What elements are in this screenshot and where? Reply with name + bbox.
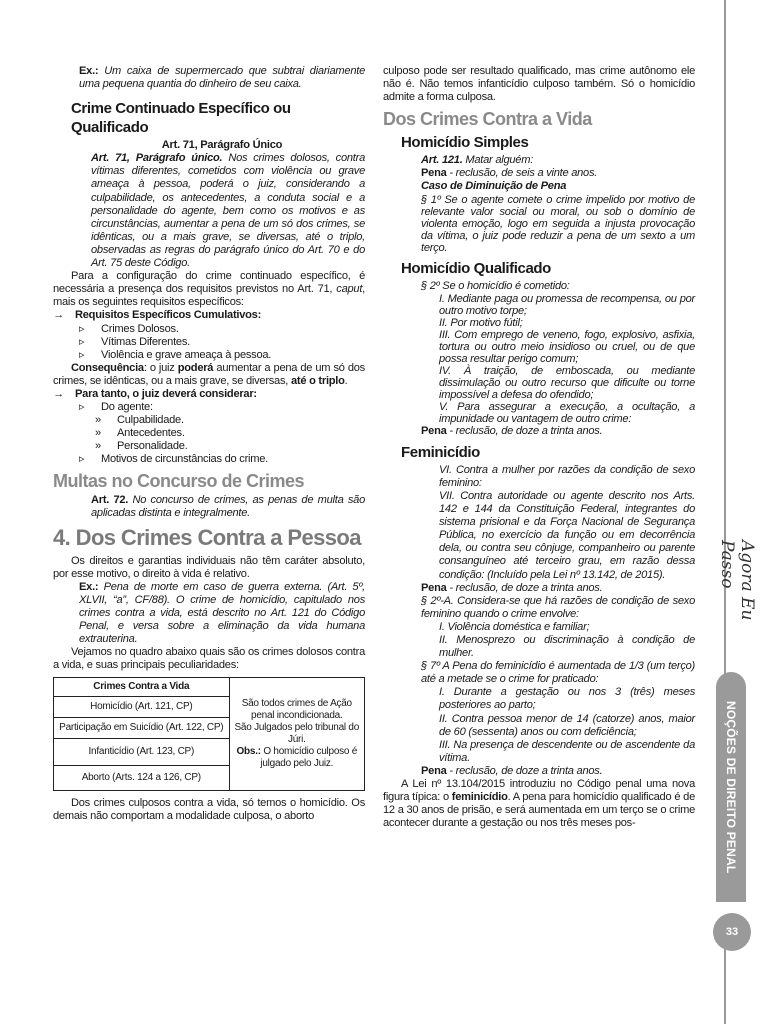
crimes-table <box>53 677 365 791</box>
example-paragraph <box>53 65 365 91</box>
motivos-item: Motivos de circunstâncias do crime. <box>101 453 268 466</box>
arrow-icon: → <box>53 309 64 322</box>
req-title: Requisitos Específicos Cumulativos: <box>75 309 262 322</box>
inciso-vii: VII. Contra autoridade ou agente descrito nos Arts. 142 e 144 da Constituição Federal, integrantes do sistema prisional e da Força Nacional de Segurança Pública, no exercício da função ou em decorrência dela, ou contra seu cônjuge, companheiro ou parente consanguíneo até terceiro grau, em razão dessa condição: (Incluído pela Lei nº 13.142, de 2015). <box>439 489 695 581</box>
req-item: Vítimas Diferentes. <box>101 335 190 348</box>
heading-homicidio-qualificado: Homicídio Qualificado <box>401 259 551 277</box>
list-item <box>53 336 365 349</box>
table-row: Participação em Suicídio (Art. 122, CP) <box>54 717 230 738</box>
par7-item: III. Na presença de descendente ou de ascendente da vítima. <box>439 738 695 764</box>
triangle-bullet-icon: ▹ <box>79 335 85 348</box>
pena-text: - reclusão, de doze a trinta anos. <box>446 764 603 777</box>
consequencia-text-2: aumentar a pena de um só dos crimes, se idênticas, ou a mais grave, se diversas, <box>53 361 365 387</box>
left-column <box>53 65 365 823</box>
table-note-obs-text: O homicídio culposo é julgado pelo Juiz. <box>260 745 358 769</box>
par2a-item: I. Violência doméstica e familiar; <box>439 620 590 633</box>
consequencia-text-1: : o juiz <box>143 361 178 374</box>
par7-item: II. Contra pessoa menor de 14 (catorze) anos, maior de 60 (sessenta) anos ou com deficiência; <box>439 712 695 738</box>
section-tab-label: NOÇÕES DE DIREITO PENAL <box>724 700 738 874</box>
pena-label: Pena <box>421 581 447 594</box>
diminuicao-title: Caso de Diminuição de Pena <box>421 180 567 193</box>
inciso-vi: VI. Contra a mulher por razões da condição de sexo feminino: <box>439 463 695 489</box>
art71-text: Nos crimes dolosos, contra vítimas diferentes, cometidos com violência ou grave ameaça à pessoa, poderá o juiz, considerando a culpabilidade, os antecedentes, a conduta social e a personalidade do agente, bem como os motivos e as circunstâncias, aumentar a pena de um só dos crimes, se idênticas, ou a mais grave, se diversas, até o triplo, observadas as regras do parágrafo único do Art. 70 e do Art. 75 deste Código. <box>91 152 365 270</box>
agente-item: Antecedentes. <box>117 427 185 440</box>
section-tab-label-wrap <box>716 672 746 902</box>
table-note-obs-label: Obs.: <box>236 745 261 757</box>
art72-label: Art. 72. <box>91 493 129 506</box>
lei-text-1: A Lei nº 13.104/2015 introduziu no Código penal uma nova figura típica: o <box>383 778 695 804</box>
list-item <box>53 401 365 414</box>
list-item <box>53 427 365 440</box>
heading-multas: Multas no Concurso de Crimes <box>53 470 305 491</box>
inciso-item: I. Mediante paga ou promessa de recompensa, ou por outro motivo torpe; <box>439 292 695 317</box>
table-notes <box>229 677 364 790</box>
heading-homicidio-simples: Homicídio Simples <box>401 134 529 152</box>
req-item: Violência e grave ameaça à pessoa. <box>101 348 272 361</box>
lei-paragraph <box>383 778 695 830</box>
list-item <box>53 349 365 362</box>
considerar-title: Para tanto, o juiz deverá considerar: <box>75 387 257 400</box>
double-chevron-icon: » <box>95 427 101 440</box>
pena-fem-1 <box>383 582 695 595</box>
req-item: Crimes Dolosos. <box>101 322 179 335</box>
arrow-icon: → <box>53 387 64 400</box>
inciso-item: IV. À traição, de emboscada, ou mediante dissimulação ou outro recurso que dificulte ou torne impossível a defesa do ofendido; <box>439 364 695 401</box>
pena-simples <box>383 167 695 180</box>
pena-qualificado <box>383 425 695 438</box>
quadro-paragraph: Vejamos no quadro abaixo quais são os crimes dolosos contra a vida, e suas principais peculiaridades: <box>53 646 365 672</box>
heading-crimes-pessoa: 4. Dos Crimes Contra a Pessoa <box>53 524 361 550</box>
agente-item: Personalidade. <box>117 440 188 453</box>
triangle-bullet-icon: ▹ <box>79 401 85 414</box>
agente-label: Do agente: <box>101 401 153 414</box>
art121-text: Matar alguém: <box>465 154 534 167</box>
side-rule-bottom <box>724 948 726 1024</box>
brand-text: Agora Eu Passo <box>717 540 757 621</box>
art71-paragraph <box>53 152 365 270</box>
art121-label: Art. 121. <box>421 154 463 167</box>
par1-paragraph: § 1º Se o agente comete o crime impelido por motivo de relevante valor social ou moral, ou sob o domínio de violenta emoção, logo em seguida a injusta provocação da vítima, o juiz pode reduzir a pena de um sexto a um terço. <box>421 193 695 254</box>
par2a-item: II. Menosprezo ou discriminação à condição de mulher. <box>439 633 695 660</box>
triangle-bullet-icon: ▹ <box>79 453 85 466</box>
double-chevron-icon: » <box>95 414 101 427</box>
pena-label: Pena <box>421 167 447 180</box>
art121-paragraph <box>383 154 695 167</box>
config-paragraph <box>53 270 365 309</box>
example-text: Um caixa de supermercado que subtrai diariamente uma pequena quantia do dinheiro de seu caixa. <box>79 65 365 91</box>
art71-label: Art. 71, Parágrafo único. <box>91 152 223 165</box>
pena-fem-2 <box>383 765 695 778</box>
example-paragraph-2 <box>53 581 365 646</box>
triangle-bullet-icon: ▹ <box>79 322 85 335</box>
list-item <box>53 323 365 336</box>
lei-bold: feminicídio <box>451 791 508 804</box>
example-text-2: Pena de morte em caso de guerra externa. (Art. 5º, XLVII, “a”, CF/88). O crime de homicídio, capitulado nos crimes contra a vida, está descrito no Art. 121 do Código Penal, e versa sobre a eliminação da vida humana extrauterina. <box>79 580 365 646</box>
inciso-item: V. Para assegurar a execução, a ocultação, a impunidade ou vantagem de outro crime: <box>439 400 695 425</box>
list-item <box>53 453 365 466</box>
art72-paragraph <box>53 494 365 520</box>
example-label: Ex.: <box>79 65 99 77</box>
pena-text: - reclusão, de doze a trinta anos. <box>446 424 603 437</box>
config-text-2: , mais os seguintes requisitos específicos: <box>53 283 365 309</box>
inciso-item: II. Por motivo fútil; <box>439 316 523 329</box>
consequencia-label: Consequência <box>71 361 144 374</box>
par2-paragraph: § 2º Se o homicídio é cometido: <box>421 279 570 292</box>
par2a-paragraph: § 2º-A. Considera-se que há razões de condição de sexo feminino quando o crime envolve: <box>421 594 695 620</box>
list-item <box>53 440 365 453</box>
config-text-1: Para a configuração do crime continuado específico, é necessária a presença dos requisitos previstos no Art. 71, <box>53 270 365 296</box>
culposos-paragraph: Dos crimes culposos contra a vida, só temos o homicídio. Os demais não comportam a modalidade culposa, o aborto <box>53 796 365 822</box>
pena-label: Pena <box>421 764 447 777</box>
heading-crimes-vida: Dos Crimes Contra a Vida <box>383 109 592 130</box>
page-number: 33 <box>713 913 751 951</box>
table-note-obs <box>233 746 361 770</box>
considerar-title-row <box>53 388 365 401</box>
right-column <box>383 65 695 830</box>
consequencia-triplo: até o triplo <box>290 374 345 387</box>
par7-item: I. Durante a gestação ou nos 3 (três) meses posteriores ao parto; <box>439 686 695 712</box>
pena-text: - reclusão, de seis a vinte anos. <box>446 167 598 180</box>
heading-feminicidio: Feminicídio <box>401 443 480 461</box>
triangle-bullet-icon: ▹ <box>79 348 85 361</box>
par7-paragraph: § 7º A Pena do feminicídio é aumentada de 1/3 (um terço) até a metade se o crime for praticado: <box>421 660 695 686</box>
art71-heading: Art. 71, Parágrafo Único <box>161 139 283 152</box>
pena-label: Pena <box>421 424 447 437</box>
table-note-1: São todos crimes de Ação penal incondicionada. <box>241 697 352 721</box>
req-title-row <box>53 309 365 322</box>
pena-text: - reclusão, de doze a trinta anos. <box>446 581 603 594</box>
consequencia-paragraph <box>53 362 365 388</box>
art72-text: No concurso de crimes, as penas de multa são aplicadas distinta e integralmente. <box>91 493 365 519</box>
heading-crime-continuado: Crime Continuado Específico ou Qualificado <box>71 100 291 137</box>
table-row: Aborto (Arts. 124 a 126, CP) <box>54 765 230 790</box>
double-chevron-icon: » <box>95 440 101 453</box>
inciso-item: III. Com emprego de veneno, fogo, explosivo, asfixia, tortura ou outro meio insidioso ou cruel, ou de que possa resultar perigo comum; <box>439 328 695 365</box>
brand-logo <box>717 540 757 660</box>
table-note-2: São Julgados pelo tribunal do Júri. <box>234 721 360 745</box>
culposo-cont-paragraph: culposo pode ser resultado qualificado, mas crime autônomo ele não é. Não temos infanticídio culposo também. Só o homicídio admite a forma culposa. <box>383 65 695 104</box>
consequencia-text-3: . <box>344 374 348 387</box>
consequencia-podera: poderá <box>177 361 214 374</box>
table-header: Crimes Contra a Vida <box>54 677 230 696</box>
example-label-2: Ex.: <box>79 580 99 593</box>
agente-item: Culpabilidade. <box>117 414 184 427</box>
table-row: Infanticídio (Art. 123, CP) <box>54 738 230 765</box>
table-row: Homicídio (Art. 121, CP) <box>54 696 230 717</box>
config-caput: caput <box>336 283 363 296</box>
direitos-paragraph: Os direitos e garantias individuais não têm caráter absoluto, por esse motivo, o direito à vida é relativo. <box>53 554 365 580</box>
lei-text-2: . A pena para homicídio qualificado é de 12 a 30 anos de prisão, e será aumentada em um terço se o crime acontecer durante a gestação ou nos três meses pos- <box>383 791 696 830</box>
list-item <box>53 414 365 427</box>
